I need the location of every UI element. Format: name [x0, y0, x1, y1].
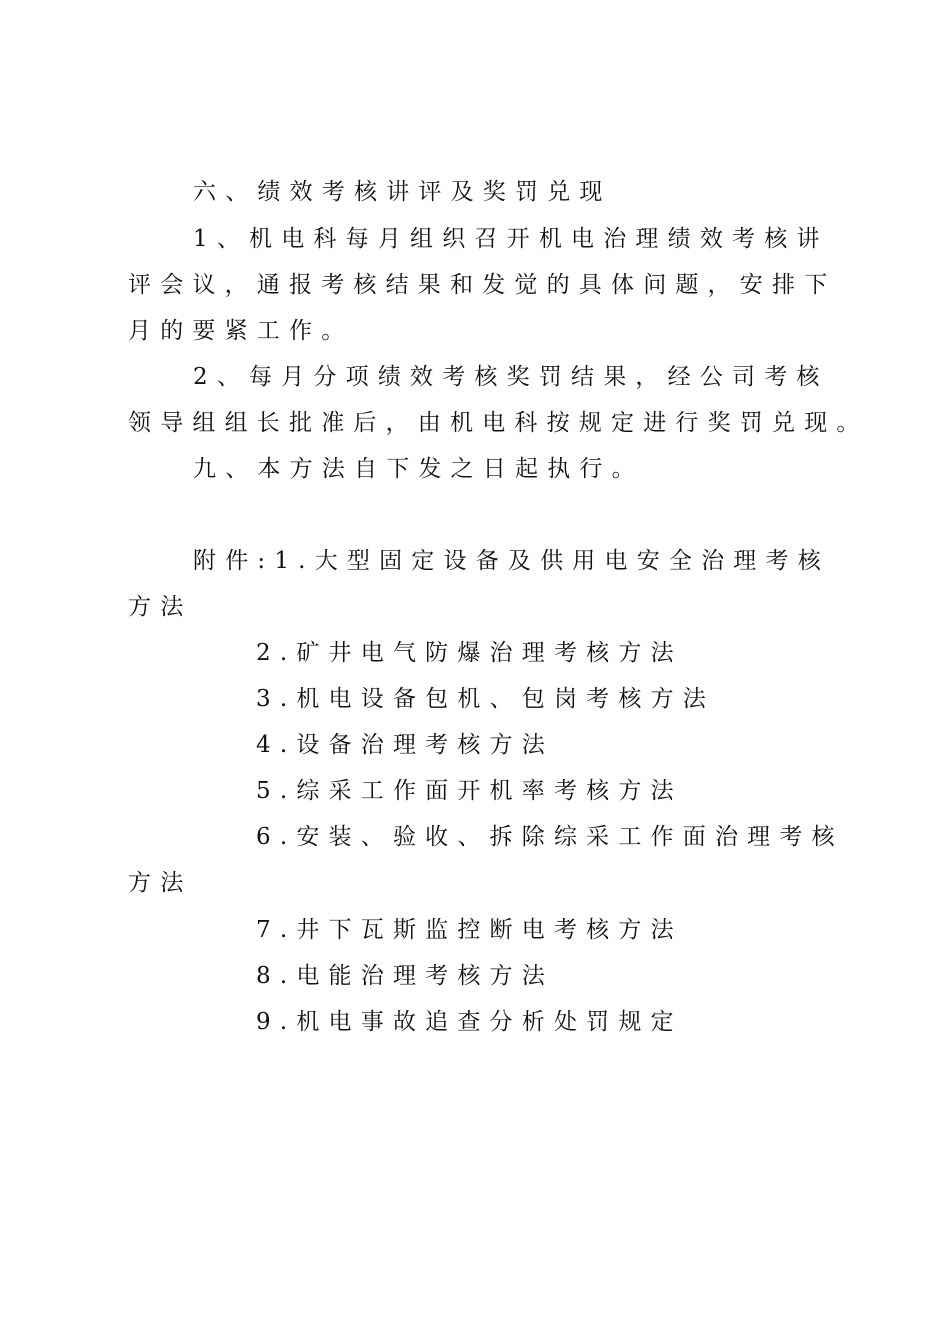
- attachment-item-3: 3.机电设备包机、包岗考核方法: [256, 686, 715, 712]
- attachment-item-1-wrap: 方法: [128, 594, 193, 620]
- attachment-item-7: 7.井下瓦斯监控断电考核方法: [256, 917, 683, 943]
- attachment-item-6-wrap: 方法: [128, 870, 193, 896]
- item-1-line-2: 评会议，通报考核结果和发觉的具体问题，安排下: [128, 272, 837, 298]
- attachment-item-2: 2.矿井电气防爆治理考核方法: [256, 640, 683, 666]
- item-2-line-1: 2、每月分项绩效考核奖罚结果，经公司考核: [193, 364, 829, 390]
- item-1-line-3: 月的要紧工作。: [128, 318, 354, 344]
- section-nine: 九、本方法自下发之日起执行。: [193, 456, 644, 482]
- item-1-line-1: 1、机电科每月组织召开机电治理绩效考核讲: [193, 226, 829, 252]
- attachment-item-1: 附件:1.大型固定设备及供用电安全治理考核: [193, 548, 830, 574]
- item-2-line-2: 领导组组长批准后，由机电科按规定进行奖罚兑现。: [128, 410, 869, 436]
- attachment-item-4: 4.设备治理考核方法: [256, 732, 554, 758]
- attachment-item-8: 8.电能治理考核方法: [256, 963, 554, 989]
- attachment-item-6: 6.安装、验收、拆除综采工作面治理考核: [256, 824, 844, 850]
- attachment-item-9: 9.机电事故追查分析处罚规定: [256, 1009, 683, 1035]
- attachment-item-5: 5.综采工作面开机率考核方法: [256, 778, 683, 804]
- section-six-heading: 六、绩效考核讲评及奖罚兑现: [193, 179, 612, 205]
